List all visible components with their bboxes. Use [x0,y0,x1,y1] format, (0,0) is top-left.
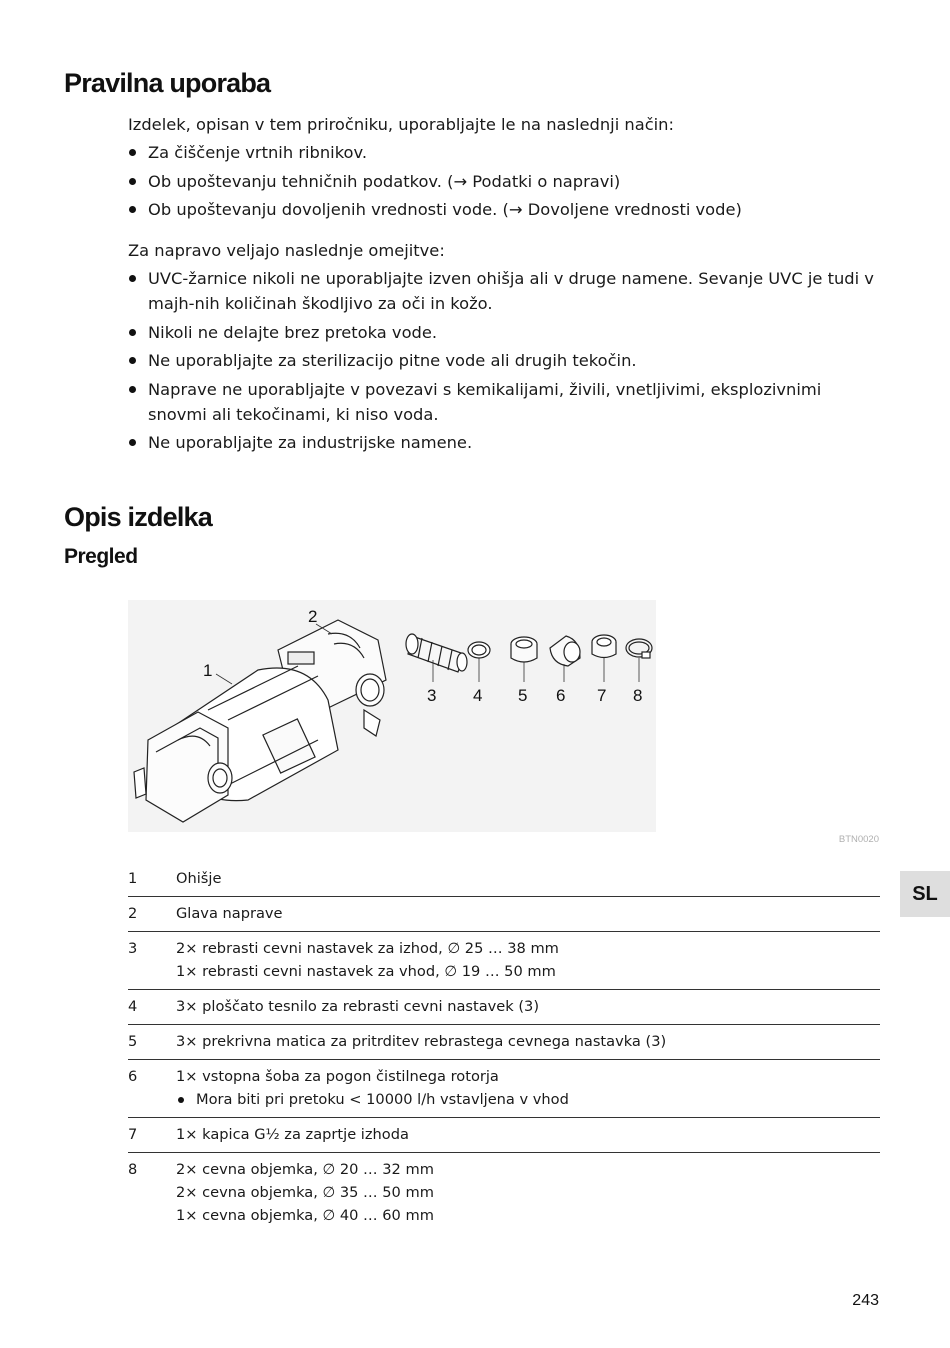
row-line: 2× rebrasti cevni nastavek za izhod, ∅ 25 … 38 mm [176,940,559,957]
callout-6: 6 [556,686,566,705]
row-number: 8 [128,1161,138,1178]
table-row [128,990,880,1025]
row-line: Glava naprave [176,905,283,922]
row-number: 4 [128,998,138,1015]
callout-7: 7 [597,686,607,705]
row-line: Ohišje [176,870,222,887]
table-row [128,1118,880,1153]
row-number: 7 [128,1126,138,1143]
row-number: 5 [128,1033,138,1050]
language-tab: SL [900,871,950,917]
row-description [176,1123,880,1146]
list-item: Nikoli ne delajte brez pretoka vode. [128,320,880,345]
list-item: Ob upoštevanju dovoljenih vrednosti vode. (→ Dovoljene vrednosti vode) [128,197,880,222]
section-title-pravilna-uporaba: Pravilna uporaba [64,68,271,98]
row-description [176,995,880,1018]
section-title-opis-izdelka: Opis izdelka [64,502,212,532]
row-line: 1× kapica G½ za zaprtje izhoda [176,1126,409,1143]
callout-8: 8 [633,686,643,705]
row-description [176,1065,880,1111]
table-row [128,1025,880,1060]
row-line: 1× rebrasti cevni nastavek za vhod, ∅ 19 … 50 mm [176,963,556,980]
intended-use-list [128,140,880,222]
callout-3: 3 [427,686,437,705]
list-item: UVC-žarnice nikoli ne uporabljajte izven ohišja ali v druge namene. Sevanje UVC je tudi v majh-nih količinah škodljivo za oči in kožo. [128,266,880,316]
row-line: 3× ploščato tesnilo za rebrasti cevni nastavek (3) [176,998,540,1015]
row-description [176,937,880,983]
list-item: Ne uporabljajte za industrijske namene. [128,430,880,455]
page-number: 243 [852,1292,879,1309]
table-row [128,932,880,990]
legend-table [128,862,880,1233]
figure-code: BTN0020 [838,834,879,845]
list-item: Za čiščenje vrtnih ribnikov. [128,140,880,165]
row-description [176,1030,880,1053]
row-number: 1 [128,870,138,887]
row-number: 6 [128,1068,138,1085]
subsection-title-pregled: Pregled [64,545,138,568]
row-number: 3 [128,940,138,957]
row-number: 2 [128,905,138,922]
table-row [128,1060,880,1118]
row-description [176,902,880,925]
callout-1: 1 [203,661,213,680]
list-item: Naprave ne uporabljajte v povezavi s kemikalijami, živili, vnetljivimi, eksplozivnimi snovmi ali tekočinami, ki niso voda. [128,377,880,427]
callout-2: 2 [308,607,318,626]
callout-5: 5 [518,686,528,705]
row-description [176,1158,880,1227]
table-row [128,1153,880,1233]
row-line: 2× cevna objemka, ∅ 35 … 50 mm [176,1184,434,1201]
intended-use-intro: Izdelek, opisan v tem priročniku, uporabljajte le na naslednji način: [128,115,674,134]
list-item: Ob upoštevanju tehničnih podatkov. (→ Podatki o napravi) [128,169,880,194]
restrictions-intro: Za napravo veljajo naslednje omejitve: [128,241,445,260]
row-description [176,867,880,890]
product-overview-figure [128,600,656,832]
row-line: 3× prekrivna matica za pritrditev rebrastega cevnega nastavka (3) [176,1033,667,1050]
callout-4: 4 [473,686,483,705]
table-row [128,897,880,932]
intended-use-block [128,112,880,226]
list-item: Ne uporabljajte za sterilizacijo pitne vode ali drugih tekočin. [128,348,880,373]
row-line: 2× cevna objemka, ∅ 20 … 32 mm [176,1161,434,1178]
row-line: 1× vstopna šoba za pogon čistilnega rotorja [176,1068,499,1085]
table-row [128,862,880,897]
restrictions-block [128,238,880,459]
row-line: 1× cevna objemka, ∅ 40 … 60 mm [176,1207,434,1224]
row-sub-bullet: Mora biti pri pretoku < 10000 l/h vstavljena v vhod [176,1088,880,1111]
restrictions-list [128,266,880,455]
